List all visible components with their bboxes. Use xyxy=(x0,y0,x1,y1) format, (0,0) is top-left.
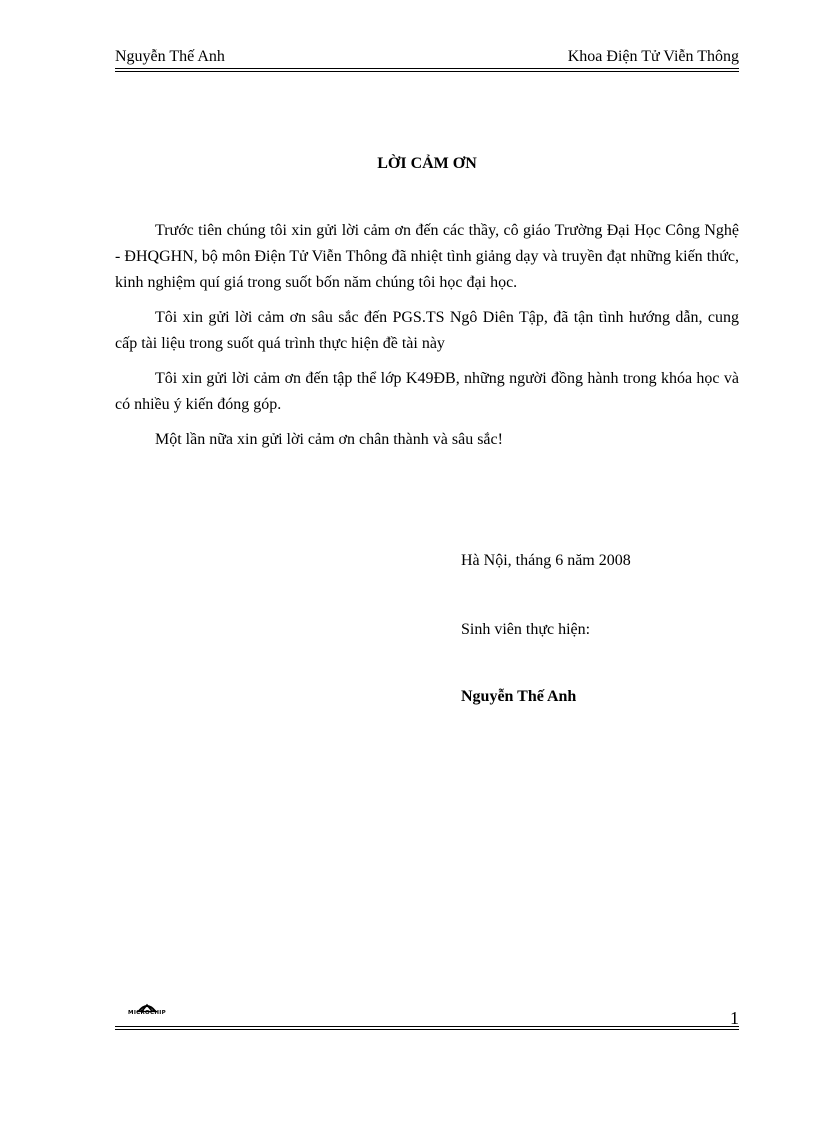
page-header xyxy=(115,48,739,70)
paragraph-1: Trước tiên chúng tôi xin gửi lời cảm ơn đến các thầy, cô giáo Trường Đại Học Công Nghệ - ĐHQGHN, bộ môn Điện Tử Viễn Thông đã nhiệt tình giảng dạy và truyền đạt những kiến thức, kinh nghiệm quí giá trong suốt bốn năm chúng tôi học đại học. xyxy=(115,222,739,291)
paragraph-2: Tôi xin gửi lời cảm ơn sâu sắc đến PGS.TS Ngô Diên Tập, đã tận tình hướng dẫn, cung cấp tài liệu trong suốt quá trình thực hiện đề tài này xyxy=(115,309,739,352)
page-number: 1 xyxy=(730,1008,739,1028)
header-divider xyxy=(115,68,739,72)
paragraph-3: Tôi xin gửi lời cảm ơn đến tập thể lớp K49ĐB, những người đồng hành trong khóa học và có nhiều ý kiến đóng góp. xyxy=(115,370,739,413)
signature-date: Hà Nội, tháng 6 năm 2008 xyxy=(461,552,631,569)
header-department: Khoa Điện Tử Viễn Thông xyxy=(567,48,739,65)
header-author: Nguyễn Thế Anh xyxy=(115,48,225,65)
signature-role: Sinh viên thực hiện: xyxy=(461,621,591,638)
acknowledgement-body xyxy=(115,218,739,462)
logo-text: MICROCHIP xyxy=(128,1010,166,1016)
footer-divider xyxy=(115,1026,739,1030)
microchip-logo-icon xyxy=(120,1000,174,1020)
signature-name: Nguyễn Thế Anh xyxy=(461,688,577,705)
paragraph-4: Một lần nữa xin gửi lời cảm ơn chân thành và sâu sắc! xyxy=(155,431,503,448)
page-title: LỜI CẢM ƠN xyxy=(377,155,477,172)
